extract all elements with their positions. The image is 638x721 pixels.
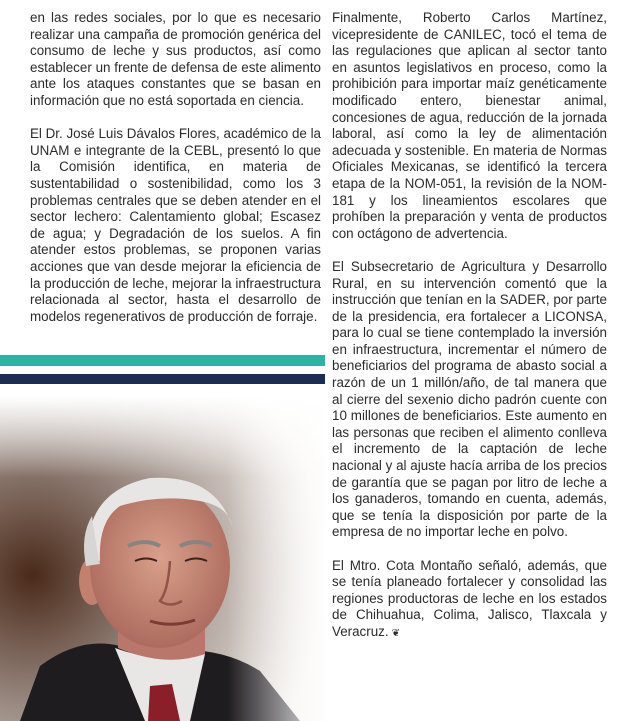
right-paragraph-2: El Subsecretario de Agricultura y Desarrollo Rural, en su intervención comentó que la instrucción que tenían en la SADER, por parte de la presidencia, era fortalecer a LICONSA, para lo cual se tiene contemplado la inversión en infraestructura, incrementar el número de beneficiarios del programa de abasto social a razón de un 1 millón/año, de tal manera que al cierre del sexenio dicho padrón cuente con 10 millones de beneficiarios. Este aumento en las personas que reciben el alimento conlleva el incremento de la captación de leche nacional y al ajuste hacía arriba de los precios de garantía que se pagan por litro de leche a los ganaderos, tomando en cuenta, además, que se tenía la disposición por parte de la empresa de no importar leche en polvo.	[332, 258, 607, 540]
left-paragraph-2: El Dr. José Luis Dávalos Flores, académico de la UNAM e integrante de la CEBL, presentó lo que la Comisión identifica, en materia de sustentabilidad o sostenibilidad, como los 3 problemas centrales que se deben atender en el sector lechero: Calentamiento global; Escasez de agua; y Degradación de los suelos. A fin atender estos problemas, se proponen varias acciones que van desde mejorar la eficiencia de la producción de leche, mejorar la infraestructura relacionada al sector, hasta el desarrollo de modelos regenerativos de producción de forraje.	[30, 126, 322, 324]
right-column	[332, 10, 607, 659]
left-column	[30, 10, 321, 342]
navy-divider-bar	[0, 374, 325, 384]
portrait-photo	[0, 396, 325, 721]
right-paragraph-3	[332, 558, 607, 643]
teal-divider-bar	[0, 355, 325, 366]
end-mark-icon: ❦	[391, 627, 400, 639]
right-paragraph-3-text: El Mtro. Cota Montaño señaló, además, que se tenía planeado fortalecer y consolidad las regiones productoras de leche en los estados de Chihuahua, Colima, Jalisco, Tlaxcala y Veracruz.	[332, 557, 607, 639]
right-paragraph-1: Finalmente, Roberto Carlos Martínez, vicepresidente de CANILEC, tocó el tema de las regulaciones que aplican al sector tanto en asuntos legislativos en proceso, como la prohibición para importar maíz genéticamente modificado entero, bienestar animal, concesiones de agua, reducción de la jornada laboral, así como la ley de alimentación adecuada y sostenible. En materia de Normas Oficiales Mexicanas, se identificó la tercera etapa de la NOM-051, la revisión de la NOM-181 y los lineamientos escolares que prohíben la preparación y venta de productos con octágono de advertencia.	[332, 10, 607, 241]
left-paragraph-1: en las redes sociales, por lo que es necesario realizar una campaña de promoción genérica del consumo de leche y sus productos, así como establecer un frente de defensa de este alimento ante los ataques constantes que se basan en información que no está soportada en ciencia.	[30, 10, 321, 108]
